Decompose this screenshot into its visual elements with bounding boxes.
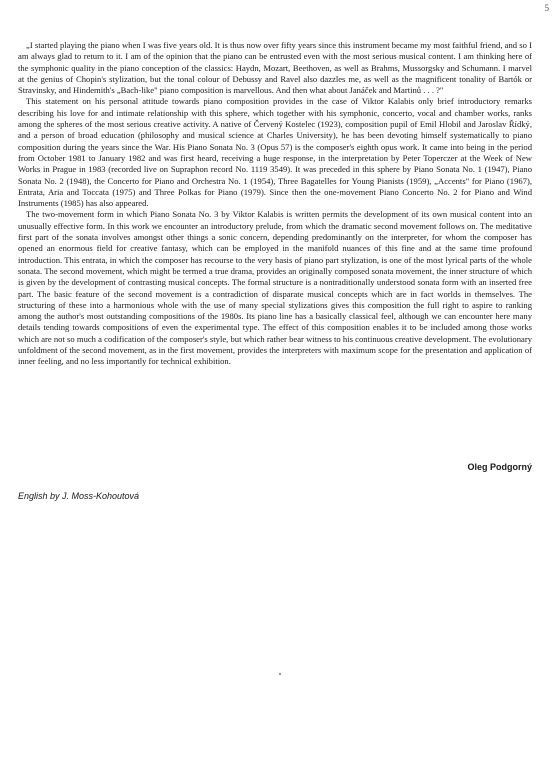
scan-speck [279,673,281,675]
paragraph-quote: „I started playing the piano when I was five years old. It is thus now over fifty years since this instrument became my most faithful friend, and so I am always glad to return to it. I am of the opinion that the piano can be entrusted even with the most serious musical content. I am thinking here of the symphonic quality in the piano conception of the classics: Haydn, Mozart, Beethoven, as well as Brahms, Mussorgsky and Schumann. I marvel at the genius of Chopin's stylization, but the tonal colour of Debussy and Ravel also dazzles me, as well as the magnificent tonality of Bartók or Stravinsky, and Hindemith's „Bach-like" piano composition is marvellous. And then what about Janáček and Martinů . . . ?" [18,40,532,96]
author-signature: Oleg Podgorný [467,462,532,472]
page-number: 5 [544,3,549,13]
article-body [18,40,532,368]
paragraph-biography: This statement on his personal attitude towards piano composition provides in the case of Viktor Kalabis only brief introductory remarks describing his love for and intimate relationship with this sphere, which together with his symphonic, concerto, vocal and chamber works, ranks among the spheres of the most serious creative activity. A native of Červený Kostelec (1923), composition pupil of Emil Hlobil and Jaroslav Řídký, and a person of broad education (philosophy and musical science at Charles University), he has been devoting himself systematically to piano composition during the years since the War. His Piano Sonata No. 3 (Opus 57) is the composer's eighth opus work. It came into being in the period from October 1981 to January 1982 and was first heard, receiving a huge response, in the interpretation by Peter Toperczer at the Week of New Works in Prague in 1983 (recorded live on Supraphon record No. 1119 3549). It was preceded in this sphere by Piano Sonata No. 1 (1947), Piano Sonata No. 2 (1948), the Concerto for Piano and Orchestra No. 1 (1954), Three Bagatelles for Young Pianists (1959), „Accents" for Piano (1967), Entrata, Aria and Toccata (1975) and Three Polkas for Piano (1979). Since then the one-movement Piano Concerto No. 2 for Piano and Wind Instruments (1985) has also appeared. [18,96,532,209]
translator-credit: English by J. Moss-Kohoutová [18,491,140,501]
paragraph-analysis: The two-movement form in which Piano Sonata No. 3 by Viktor Kalabis is written permits the development of its own musical content into an unusually effective form. In this work we encounter an introductory prelude, from which the dramatic second movement follows on. The meditative first part of the sonata involves amongst other things a sonic concern, depending predominantly on the interpreter, for whom the composer has opened an enormous field for creative fantasy, which can be employed in the manifold nuances of this fine and at the same time profound introduction. This entrata, in which the composer has recourse to the very basis of piano part stylization, is one of the most lyrical parts of the whole sonata. The second movement, which might be termed a true drama, provides an originally composed sonata movement, the inner structure of which is given by the development of contrasting musical concepts. The formal structure is a nontraditionally understood sonata form with an inserted free part. The basic feature of the second movement is a contradiction of disparate musical concepts which are in fact worlds in themselves. The structuring of these into a harmonious whole with the use of many special stylizations gives this composition the full right to aspire to ranking among the author's most outstanding compositions of the 1980s. Its piano line has a basically classical feel, although we can encounter here many details tending towards compositions of even the experimental type. The effect of this composition enables it to be included among those works which are not so much a codification of the composer's style, but which rather bear witness to his continuous creative development. The evolutionary unfoldment of the second movement, as in the first movement, provides the interpreters with maximum scope for the presentation and application of inner feeling, and no less importantly for technical exhibition. [18,209,532,367]
